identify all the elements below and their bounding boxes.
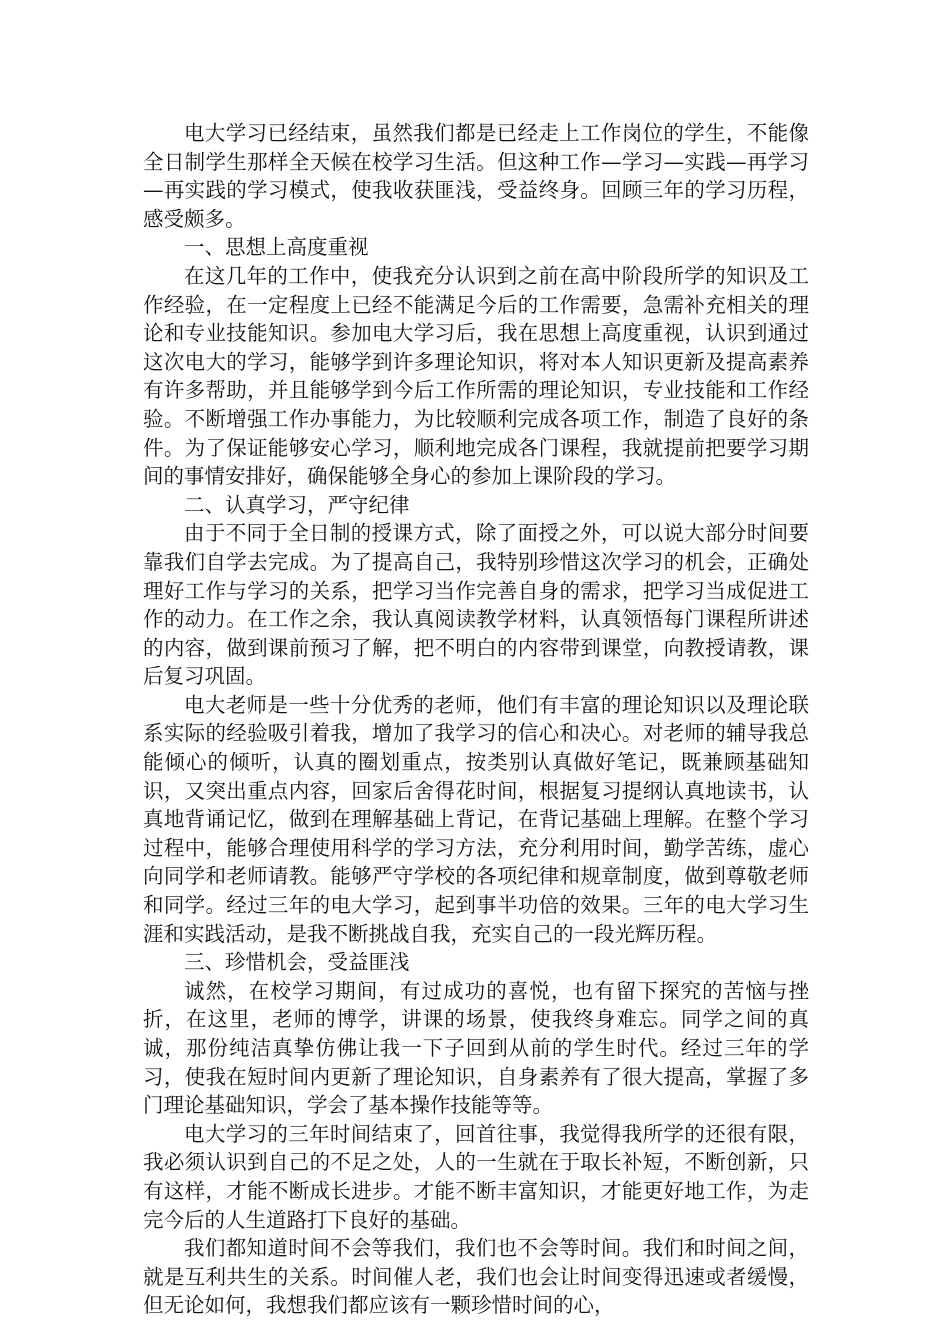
paragraph-section-3a: 诚然，在校学习期间，有过成功的喜悦，也有留下探究的苦恼与挫折，在这里，老师的博学，讲课的场景，使我终身难忘。同学之间的真诚，那份纯洁真挚仿佛让我一下子回到从前的学生时代。经过三年的学习，使我在短时间内更新了理论知识，自身素养有了很大提高，掌握了多门理论基础知识，学会了基本操作技能等等。 xyxy=(143,978,809,1118)
paragraph-section-1: 在这几年的工作中，使我充分认识到之前在高中阶段所学的知识及工作经验，在一定程度上已经不能满足今后的工作需要，急需补充相关的理论和专业技能知识。参加电大学习后，我在思想上高度重视，认识到通过这次电大的学习，能够学到许多理论知识，将对本人知识更新及提高素养有许多帮助，并且能够学到今后工作所需的理论知识，专业技能和工作经验。不断增强工作办事能力，为比较顺利完成各项工作，制造了良好的条件。为了保证能够安心学习，顺利地完成各门课程，我就提前把要学习期间的事情安排好，确保能够全身心的参加上课阶段的学习。 xyxy=(143,263,809,489)
paragraph-section-3b: 电大学习的三年时间结束了，回首往事，我觉得我所学的还很有限，我必须认识到自己的不足之处，人的一生就在于取长补短，不断创新，只有这样，才能不断成长进步。才能不断丰富知识，才能更好地工作，为走完今后的人生道路打下良好的基础。 xyxy=(143,1121,809,1232)
paragraph-section-2b: 电大老师是一些十分优秀的老师，他们有丰富的理论知识以及理论联系实际的经验吸引着我，增加了我学习的信心和决心。对老师的辅导我总能倾心的倾听，认真的圈划重点，按类别认真做好笔记，既兼顾基础知识，又突出重点内容，回家后舍得花时间，根据复习提纲认真地读书，认真地背诵记忆，做到在理解基础上背记，在背记基础上理解。在整个学习过程中，能够合理使用科学的学习方法，充分利用时间，勤学苦练，虚心向同学和老师请教。能够严守学校的各项纪律和规章制度，做到尊敬老师和同学。经过三年的电大学习，起到事半功倍的效果。三年的电大学习生涯和实践活动，是我不断挑战自我，充实自己的一段光辉历程。 xyxy=(143,692,809,946)
paragraph-intro: 电大学习已经结束，虽然我们都是已经走上工作岗位的学生，不能像全日制学生那样全天候在校学习生活。但这种工作—学习—实践—再学习—再实践的学习模式，使我收获匪浅，受益终身。回顾三年的学习历程，感受颇多。 xyxy=(143,121,809,231)
section-heading-2: 二、认真学习，严守纪律 xyxy=(184,492,410,517)
paragraph-section-3c: 我们都知道时间不会等我们，我们也不会等时间。我们和时间之间，就是互利共生的关系。时间催人老，我们也会让时间变得迅速或者缓慢，但无论如何，我想我们都应该有一颗珍惜时间的心， xyxy=(143,1236,809,1318)
section-heading-3: 三、珍惜机会，受益匪浅 xyxy=(184,950,410,975)
section-heading-1: 一、思想上高度重视 xyxy=(184,235,369,260)
document-page xyxy=(143,119,809,1320)
paragraph-section-2a: 由于不同于全日制的授课方式，除了面授之外，可以说大部分时间要靠我们自学去完成。为了提高自己，我特别珍惜这次学习的机会，正确处理好工作与学习的关系，把学习当作完善自身的需求，把学习当成促进工作的动力。在工作之余，我认真阅读教学材料，认真领悟每门课程所讲述的内容，做到课前预习了解，把不明白的内容带到课堂，向教授请教，课后复习巩固。 xyxy=(143,521,809,689)
